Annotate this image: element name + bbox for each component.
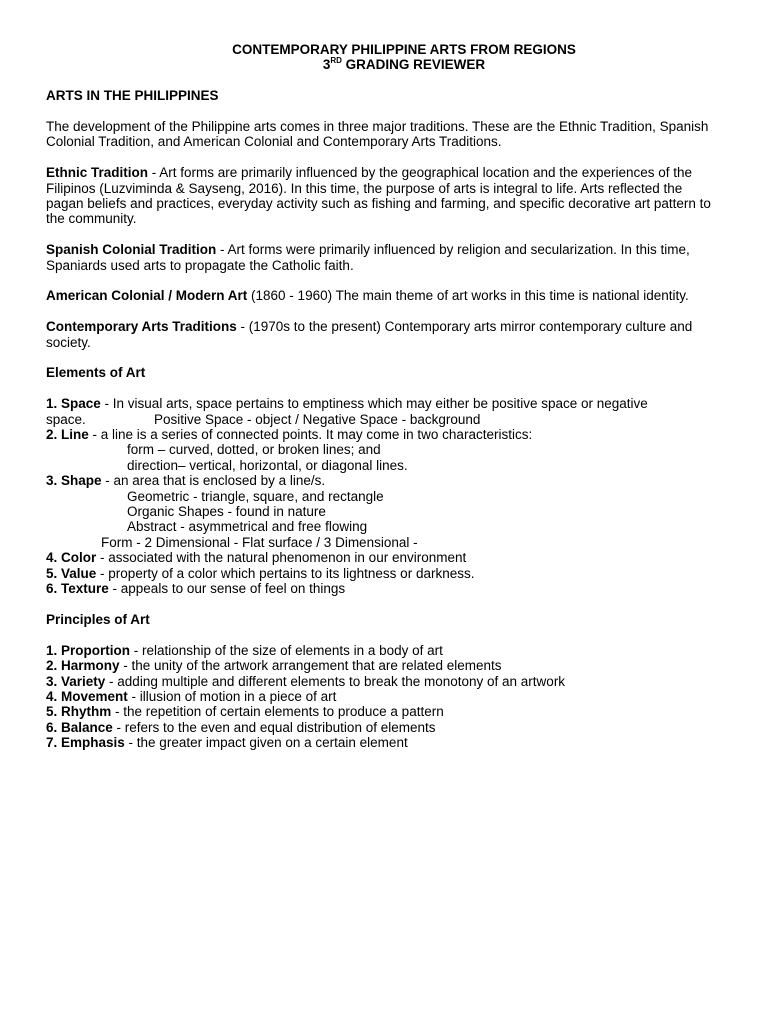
document-subtitle — [86, 57, 722, 72]
shape-sub-item: Geometric - triangle, square, and rectangle — [127, 488, 384, 504]
shape-sub-item: Abstract - asymmetrical and free flowing — [127, 519, 368, 535]
tradition-american — [46, 288, 722, 303]
element-space-types: Positive Space - object / Negative Space - background — [154, 411, 481, 427]
title-line-1: CONTEMPORARY PHILIPPINE ARTS FROM REGIONS — [232, 42, 576, 57]
principle-term: 3. Variety — [46, 673, 106, 689]
principle-text: - the repetition of certain elements to produce a pattern — [111, 704, 444, 720]
principles-heading: Principles of Art — [46, 611, 150, 627]
element-term: 3. Shape — [46, 473, 102, 489]
line-sub-item: form – curved, dotted, or broken lines; and — [127, 442, 381, 458]
tradition-spanish — [46, 242, 722, 273]
element-text: - property of a color which pertains to its lightness or darkness. — [96, 565, 475, 581]
principle-item — [46, 689, 722, 704]
element-space — [46, 396, 722, 411]
element-term: 4. Color — [46, 550, 97, 566]
tradition-term: Ethnic Tradition — [46, 165, 149, 181]
principle-item — [46, 720, 722, 735]
subtitle-number: 3 — [322, 57, 331, 73]
element-color — [46, 550, 722, 565]
principle-term: 5. Rhythm — [46, 704, 112, 720]
element-term: 2. Line — [46, 427, 89, 443]
principle-text: - refers to the even and equal distribution of elements — [112, 719, 436, 735]
arts-intro: The development of the Philippine arts comes in three major traditions. These are the Ethnic Tradition, Spanish Colonial Tradition, and American Colonial and Contemporary Arts Traditions. — [46, 119, 709, 150]
tradition-ethnic — [46, 165, 722, 227]
elements-heading: Elements of Art — [46, 365, 146, 381]
principle-text: - the greater impact given on a certain element — [124, 735, 408, 751]
principle-term: 4. Movement — [46, 688, 128, 704]
principle-term: 6. Balance — [46, 719, 113, 735]
tradition-text: - (1970s to the present) Contemporary arts mirror contemporary culture and society. — [46, 319, 693, 350]
element-term: 5. Value — [46, 565, 97, 581]
principle-term: 2. Harmony — [46, 658, 120, 674]
tradition-term: Spanish Colonial Tradition — [46, 242, 217, 258]
principle-term: 7. Emphasis — [46, 735, 125, 751]
tradition-text: - Art forms were primarily influenced by religion and secularization. In this time, Spaniards used arts to propagate the Catholic faith. — [46, 242, 690, 273]
principle-text: - adding multiple and different elements to break the monotony of an artwork — [105, 673, 566, 689]
line-sub-item: direction– vertical, horizontal, or diagonal lines. — [127, 457, 408, 473]
principle-text: - relationship of the size of elements in a body of art — [130, 642, 443, 658]
principle-item — [46, 643, 722, 658]
element-line — [46, 427, 722, 442]
principle-item — [46, 658, 722, 673]
subtitle-rest: GRADING REVIEWER — [341, 57, 486, 73]
tradition-contemporary — [46, 319, 722, 350]
document-title — [86, 42, 722, 57]
shape-sub-item: Organic Shapes - found in nature — [127, 504, 326, 520]
element-space-cont: space. — [46, 411, 86, 427]
subtitle-ordinal: RD — [330, 55, 342, 65]
shape-form-item: Form - 2 Dimensional - Flat surface / 3 Dimensional - — [101, 534, 418, 550]
principle-item — [46, 735, 722, 750]
principle-item — [46, 674, 722, 689]
element-text: - appeals to our sense of feel on things — [108, 581, 346, 597]
element-value — [46, 566, 722, 581]
element-term: 1. Space — [46, 396, 101, 412]
element-text: - an area that is enclosed by a line/s. — [101, 473, 326, 489]
principle-term: 1. Proportion — [46, 642, 130, 658]
tradition-term: Contemporary Arts Traditions — [46, 319, 237, 335]
principle-item — [46, 704, 722, 719]
tradition-term: American Colonial / Modern Art — [46, 288, 248, 304]
tradition-text: - Art forms are primarily influenced by the geographical location and the experiences of the Filipinos (Luzviminda & Sayseng, 2016). In this time, the purpose of arts is integral to life. Arts reflected the pagan beliefs and practices, everyday activity such as fishing and farming, and specific decorative art pattern to the community. — [46, 165, 711, 227]
element-text: - associated with the natural phenomenon in our environment — [96, 550, 467, 566]
element-text: - In visual arts, space pertains to emptiness which may either be positive space or negative — [100, 396, 648, 412]
principle-text: - illusion of motion in a piece of art — [127, 688, 337, 704]
element-space-detail — [46, 412, 722, 427]
tradition-text: (1860 - 1960) The main theme of art works in this time is national identity. — [247, 288, 689, 304]
element-text: - a line is a series of connected points. It may come in two characteristics: — [88, 427, 533, 443]
principle-text: - the unity of the artwork arrangement that are related elements — [119, 658, 502, 674]
arts-heading: ARTS IN THE PHILIPPINES — [46, 88, 219, 104]
element-texture — [46, 581, 722, 596]
element-shape — [46, 473, 722, 488]
element-term: 6. Texture — [46, 581, 109, 597]
